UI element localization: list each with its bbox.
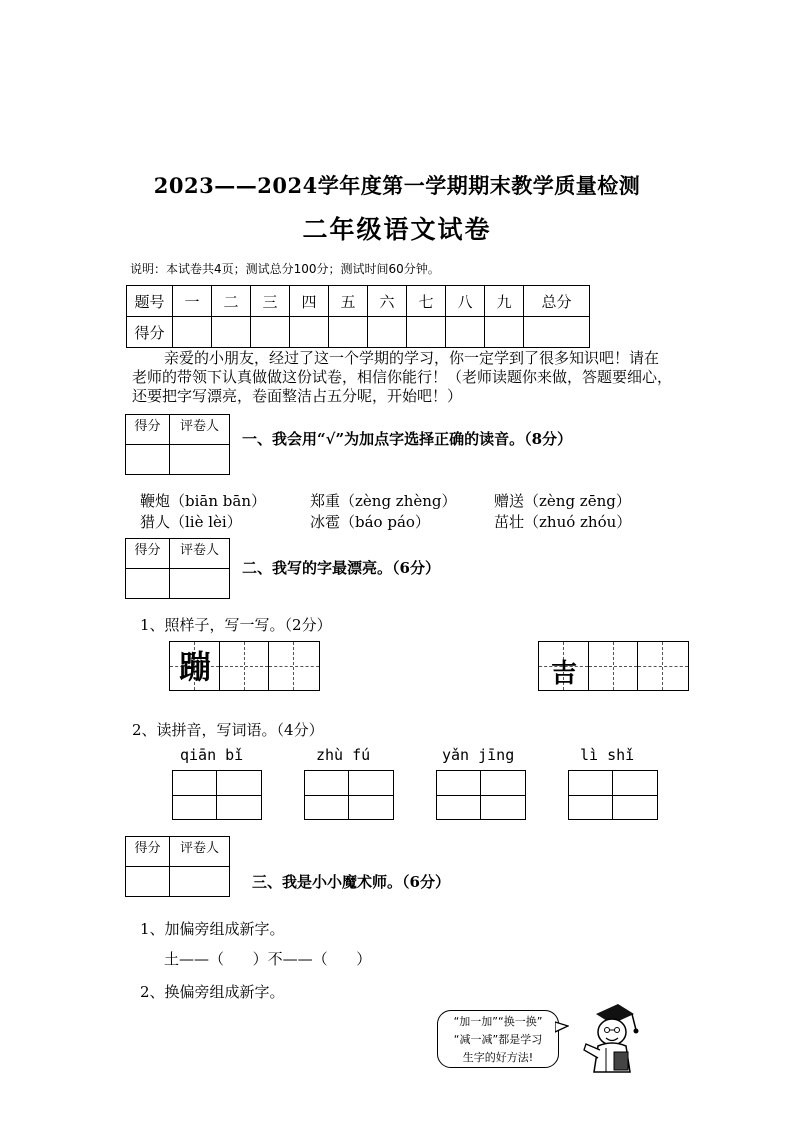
word-cell[interactable] xyxy=(437,771,481,819)
score-table-header-row xyxy=(127,286,590,317)
grader-box-1 xyxy=(125,414,230,475)
grader-blank[interactable] xyxy=(170,867,230,897)
grader-blank[interactable] xyxy=(126,867,170,897)
pinyin-option[interactable]: 鞭炮（biān bān） xyxy=(140,492,266,510)
grader-blank[interactable] xyxy=(170,569,230,599)
writing-grid-1 xyxy=(169,641,320,691)
grader-score-label: 得分 xyxy=(126,415,170,445)
pinyin-prompt: yǎn jīng xyxy=(442,746,515,764)
bubble-line: “加一加”“换一换” xyxy=(453,1015,543,1028)
word-cell[interactable] xyxy=(217,771,261,819)
score-cell: 六 xyxy=(368,286,407,317)
pinyin-option[interactable]: 赠送（zèng zēng） xyxy=(494,492,631,510)
word-grid xyxy=(568,770,658,820)
exam-subtitle: 二年级语文试卷 xyxy=(302,215,492,244)
pinyin-option[interactable]: 郑重（zèng zhèng） xyxy=(310,492,457,510)
word-grid xyxy=(172,770,262,820)
pinyin-prompt: lì shǐ xyxy=(580,746,635,764)
word-grid xyxy=(436,770,526,820)
bubble-line: 生字的好方法! xyxy=(462,1051,534,1064)
score-blank[interactable] xyxy=(407,317,446,348)
word-cell[interactable] xyxy=(569,771,613,819)
score-blank[interactable] xyxy=(290,317,329,348)
score-blank[interactable] xyxy=(329,317,368,348)
score-cell: 九 xyxy=(485,286,524,317)
writing-cell xyxy=(539,642,589,690)
score-blank[interactable] xyxy=(251,317,290,348)
grader-score-label: 得分 xyxy=(126,837,170,867)
writing-cell[interactable] xyxy=(638,642,688,690)
score-cell: 题号 xyxy=(127,286,173,317)
grader-blank[interactable] xyxy=(126,569,170,599)
section3-q2: 2、换偏旁组成新字。 xyxy=(140,983,285,1001)
word-cell[interactable] xyxy=(173,771,217,819)
bubble-tail-icon xyxy=(555,1020,569,1034)
score-cell: 四 xyxy=(290,286,329,317)
score-cell: 八 xyxy=(446,286,485,317)
score-blank[interactable] xyxy=(368,317,407,348)
score-cell: 五 xyxy=(329,286,368,317)
score-table-score-row xyxy=(127,317,590,348)
word-cell[interactable] xyxy=(349,771,393,819)
score-cell: 二 xyxy=(212,286,251,317)
section2-title: 二、我写的字最漂亮。（6分） xyxy=(242,559,440,577)
exam-note: 说明：本试卷共4页；测试总分100分；测试时间60分钟。 xyxy=(130,262,440,276)
grader-box-2 xyxy=(125,538,230,599)
section1-title: 一、我会用“√”为加点字选择正确的读音。（8分） xyxy=(242,430,573,448)
writing-grid-2 xyxy=(538,641,689,691)
score-blank[interactable] xyxy=(173,317,212,348)
writing-cell[interactable] xyxy=(220,642,270,690)
word-cell[interactable] xyxy=(613,771,657,819)
writing-cell[interactable] xyxy=(589,642,639,690)
score-blank[interactable] xyxy=(212,317,251,348)
writing-cell xyxy=(170,642,220,690)
sample-char: 蹦 xyxy=(178,648,211,686)
pinyin-option[interactable]: 冰雹（báo páo） xyxy=(310,513,430,531)
score-blank[interactable] xyxy=(485,317,524,348)
grader-score-label: 得分 xyxy=(126,539,170,569)
writing-cell[interactable] xyxy=(269,642,319,690)
section3-q1: 1、加偏旁组成新字。 xyxy=(140,920,285,938)
section3-q1-blanks[interactable]: 土——（ ）不——（ ） xyxy=(164,950,372,968)
score-cell: 三 xyxy=(251,286,290,317)
word-cell[interactable] xyxy=(305,771,349,819)
pinyin-option[interactable]: 猎人（liè lèi） xyxy=(140,513,242,531)
intro-paragraph: 亲爱的小朋友，经过了这一个学期的学习，你一定学到了很多知识吧！请在老师的带领下认真做做这份试卷，相信你能行！（老师读题你来做，答题要细心，还要把字写漂亮，卷面整洁占五分呢，开始吧！） xyxy=(132,349,673,405)
word-grid xyxy=(304,770,394,820)
exam-title: 2023——2024学年度第一学期期末教学质量检测 xyxy=(153,173,641,198)
sample-char: 吉 xyxy=(550,659,577,689)
grader-reviewer-label: 评卷人 xyxy=(170,415,230,445)
word-cell[interactable] xyxy=(481,771,525,819)
pinyin-prompt: zhù fú xyxy=(316,746,371,764)
scholar-cartoon-icon xyxy=(578,1000,642,1074)
score-cell: 一 xyxy=(173,286,212,317)
grader-reviewer-label: 评卷人 xyxy=(170,837,230,867)
grader-reviewer-label: 评卷人 xyxy=(170,539,230,569)
pinyin-prompt: qiān bǐ xyxy=(180,746,244,764)
score-cell: 总分 xyxy=(524,286,590,317)
grader-blank[interactable] xyxy=(170,445,230,475)
score-blank[interactable] xyxy=(446,317,485,348)
grader-blank[interactable] xyxy=(126,445,170,475)
section2-q1: 1、照样子，写一写。（2分） xyxy=(140,616,332,634)
bubble-line: “减一减”都是学习 xyxy=(453,1033,543,1046)
speech-bubble xyxy=(437,1010,559,1068)
score-row-label: 得分 xyxy=(127,317,173,348)
grader-box-3 xyxy=(125,836,230,897)
section3-title: 三、我是小小魔术师。（6分） xyxy=(252,873,450,891)
pinyin-option[interactable]: 茁壮（zhuó zhóu） xyxy=(494,513,632,531)
score-cell: 七 xyxy=(407,286,446,317)
score-table xyxy=(126,285,590,348)
section2-q2: 2、读拼音，写词语。（4分） xyxy=(132,721,324,739)
score-blank[interactable] xyxy=(524,317,590,348)
